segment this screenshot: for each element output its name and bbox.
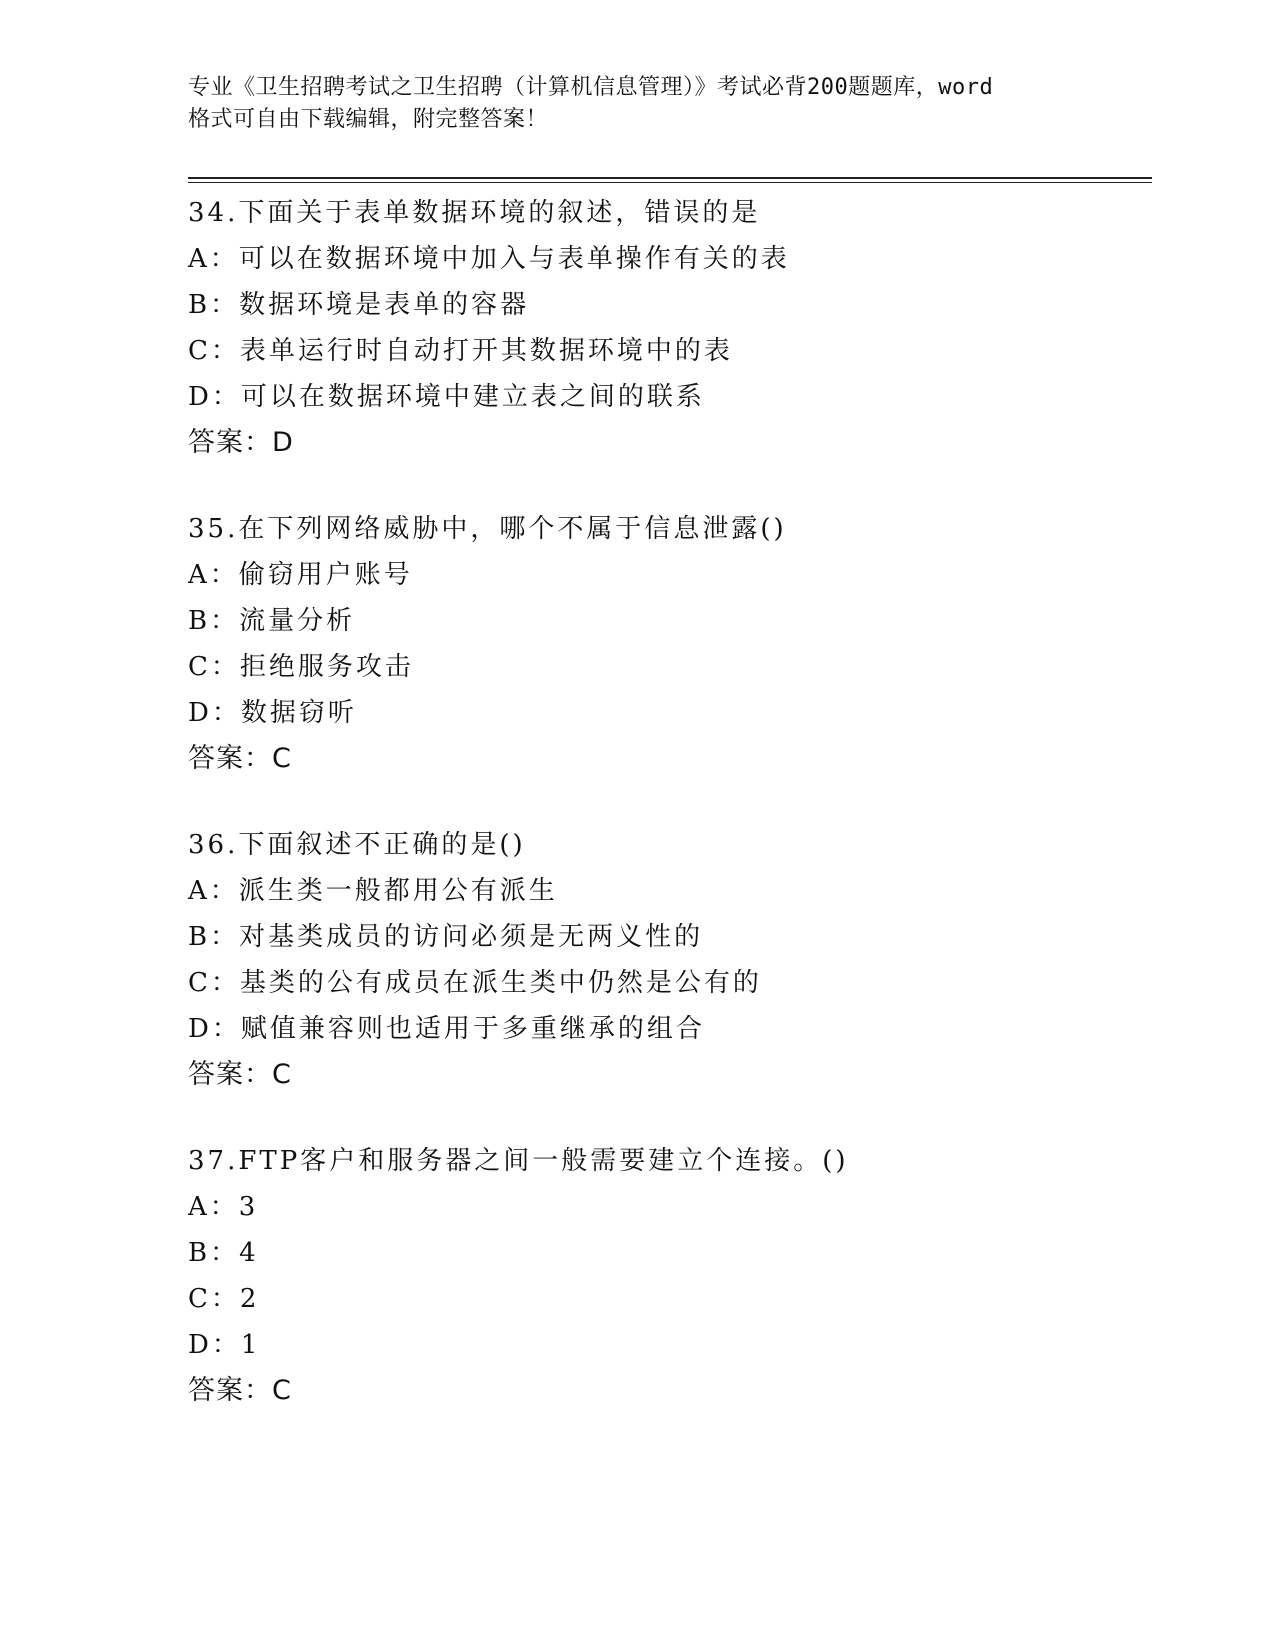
option-a: A：可以在数据环境中加入与表单操作有关的表 (188, 244, 790, 274)
option-a: A：派生类一般都用公有派生 (188, 876, 558, 906)
option-c: C：基类的公有成员在派生类中仍然是公有的 (188, 968, 762, 998)
question-36 (188, 822, 1148, 1098)
option-d: D：赋值兼容则也适用于多重继承的组合 (188, 1014, 705, 1044)
option-d: D：数据窃听 (188, 698, 357, 728)
header-line-2: 格式可自由下载编辑，附完整答案！ (188, 107, 549, 132)
header-line-1: 专业《卫生招聘考试之卫生招聘（计算机信息管理）》考试必背200题题库，word (188, 75, 994, 100)
answer: 答案：C (188, 1375, 292, 1406)
document-header (188, 72, 1088, 136)
option-a: A：3 (188, 1192, 259, 1222)
question-stem: 34.下面关于表单数据环境的叙述，错误的是 (188, 198, 761, 228)
option-c: C：2 (188, 1284, 260, 1314)
option-b: B：流量分析 (188, 606, 356, 636)
option-b: B：数据环境是表单的容器 (188, 290, 530, 320)
question-stem: 35.在下列网络威胁中，哪个不属于信息泄露() (188, 514, 787, 544)
answer: 答案：C (188, 1059, 292, 1090)
question-34 (188, 190, 1148, 466)
answer: 答案：C (188, 743, 292, 774)
header-divider-thick (188, 177, 1152, 179)
option-d: D：1 (188, 1330, 261, 1360)
question-list (188, 190, 1148, 1454)
question-37 (188, 1138, 1148, 1414)
question-stem: 36.下面叙述不正确的是() (188, 830, 526, 860)
option-b: B：4 (188, 1238, 259, 1268)
question-stem: 37.FTP客户和服务器之间一般需要建立个连接。() (188, 1146, 849, 1176)
option-c: C：拒绝服务攻击 (188, 652, 414, 682)
answer: 答案：D (188, 427, 294, 458)
question-35 (188, 506, 1148, 782)
option-d: D：可以在数据环境中建立表之间的联系 (188, 382, 705, 412)
header-divider-thin (188, 182, 1152, 183)
option-c: C：表单运行时自动打开其数据环境中的表 (188, 336, 733, 366)
option-a: A：偷窃用户账号 (188, 560, 413, 590)
option-b: B：对基类成员的访问必须是无两义性的 (188, 922, 704, 952)
